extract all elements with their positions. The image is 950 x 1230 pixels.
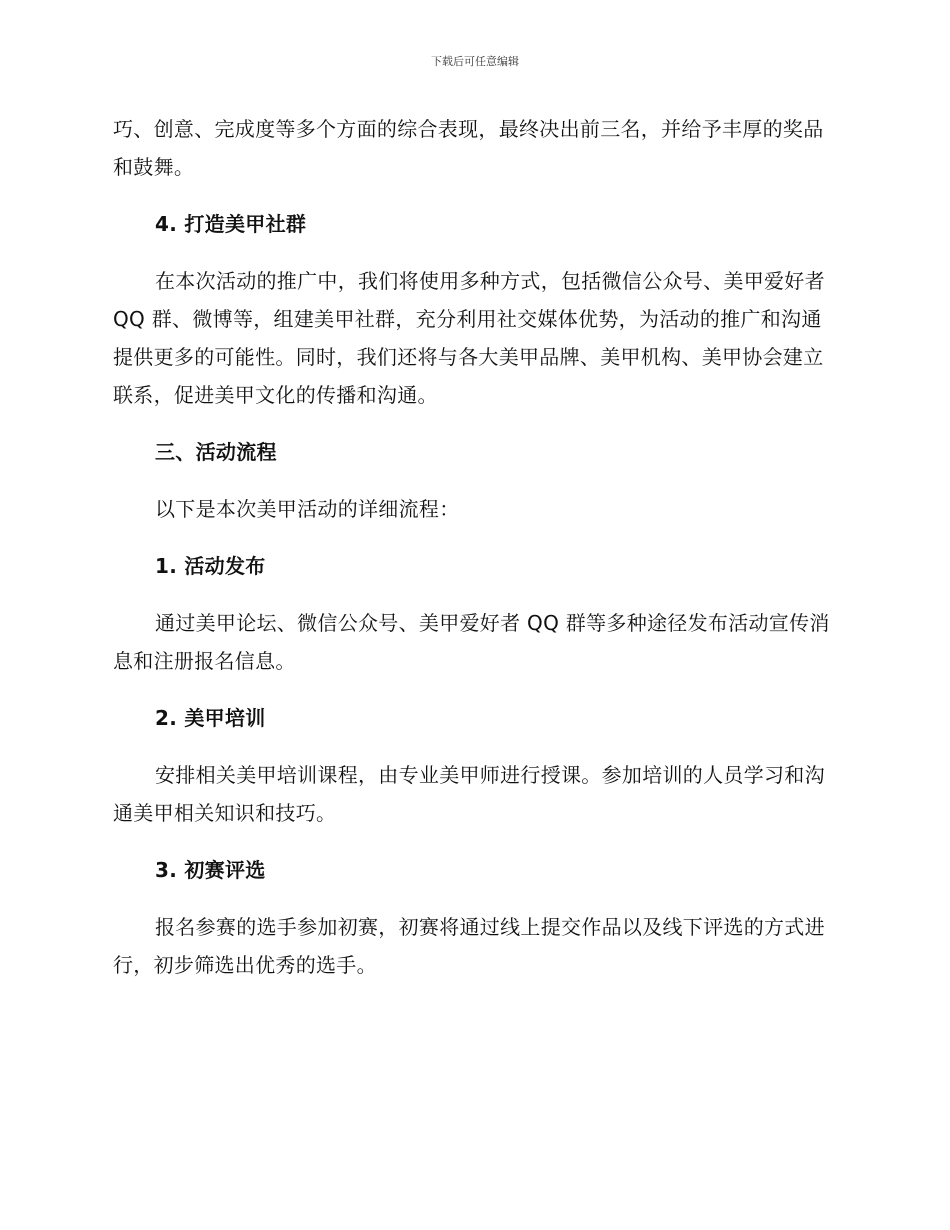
paragraph-training: 安排相关美甲培训课程，由专业美甲师进行授课。参加培训的人员学习和沟通美甲相关知识和技巧。 [113, 763, 825, 825]
section-heading-preliminary: 3. 初赛评选 [155, 858, 266, 882]
section-heading-process: 三、活动流程 [155, 440, 277, 464]
paragraph-release: 通过美甲论坛、微信公众号、美甲爱好者 QQ 群等多种途径发布活动宣传消息和注册报名信息。 [113, 611, 830, 673]
document-body [113, 110, 837, 984]
section-heading-release: 1. 活动发布 [155, 554, 266, 578]
paragraph-process-intro: 以下是本次美甲活动的详细流程： [155, 497, 460, 521]
section-heading-community: 4. 打造美甲社群 [155, 212, 307, 236]
paragraph-continuation: 巧、创意、完成度等多个方面的综合表现，最终决出前三名，并给予丰厚的奖品和鼓舞。 [113, 117, 824, 179]
paragraph-preliminary: 报名参赛的选手参加初赛，初赛将通过线上提交作品以及线下评选的方式进行，初步筛选出优秀的选手。 [113, 915, 825, 977]
page-header: 下载后可任意编辑 [431, 55, 519, 68]
section-heading-training: 2. 美甲培训 [155, 706, 266, 730]
paragraph-community: 在本次活动的推广中，我们将使用多种方式，包括微信公众号、美甲爱好者 QQ 群、微博等，组建美甲社群，充分利用社交媒体优势，为活动的推广和沟通提供更多的可能性。同时，我们还将与各大美甲品牌、美甲机构、美甲协会建立联系，促进美甲文化的传播和沟通。 [113, 269, 825, 407]
